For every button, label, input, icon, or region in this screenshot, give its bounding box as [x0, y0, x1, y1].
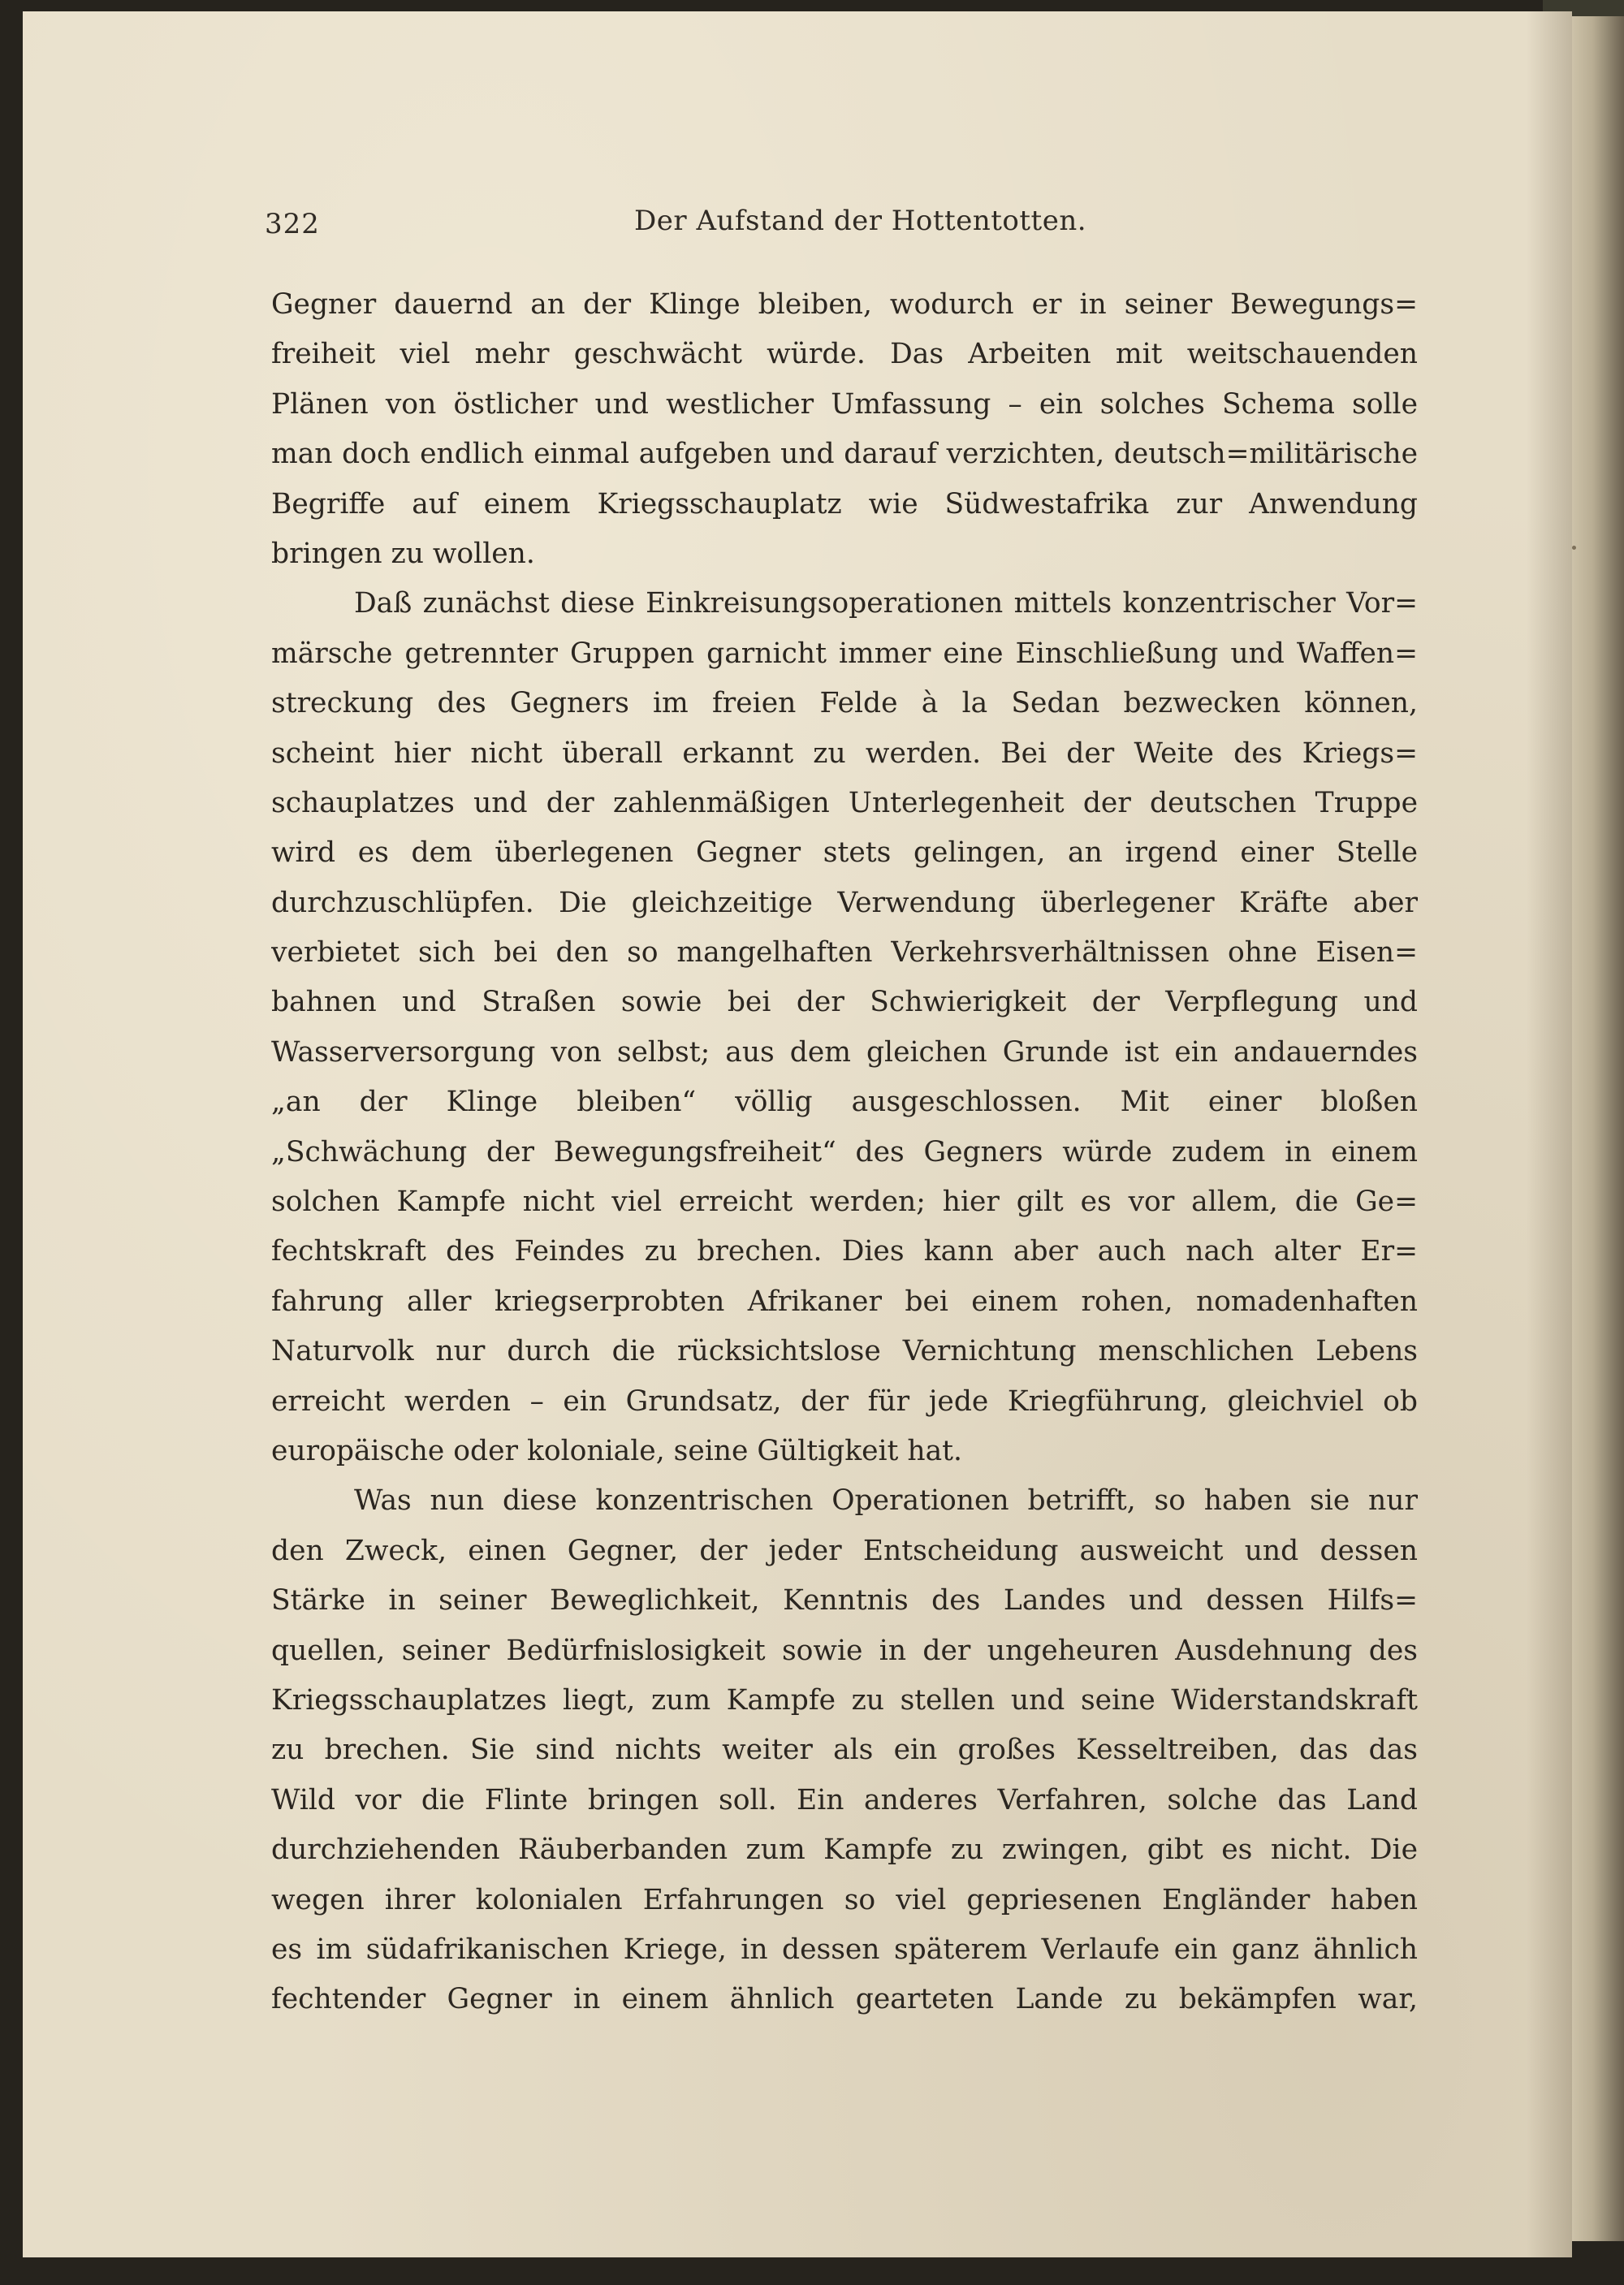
text-line: verbietet sich bei den so mangelhaften Verkehrsverhältnissen ohne Eisen=: [271, 936, 1418, 970]
text-line: Naturvolk nur durch die rücksichtslose Vernichtung menschlichen Lebens: [271, 1335, 1418, 1368]
text-line: europäische oder koloniale, seine Gültigkeit hat.: [271, 1434, 962, 1467]
body-text: [271, 280, 1418, 2025]
text-line: scheint hier nicht überall erkannt zu werden. Bei der Weite des Kriegs=: [271, 736, 1418, 770]
text-line: erreicht werden – ein Grundsatz, der für jede Kriegführung, gleichviel ob: [271, 1384, 1418, 1418]
text-line: Plänen von östlicher und westlicher Umfassung – ein solches Schema solle: [271, 387, 1418, 421]
text-line: streckung des Gegners im freien Felde à la Sedan bezwecken können,: [271, 687, 1418, 720]
text-line: fechtskraft des Feindes zu brechen. Dies kann aber auch nach alter Er=: [271, 1235, 1418, 1268]
text-line: wird es dem überlegenen Gegner stets gelingen, an irgend einer Stelle: [271, 836, 1418, 870]
text-line: zu brechen. Sie sind nichts weiter als ein großes Kesseltreiben, das das: [271, 1734, 1418, 1767]
text-line: Kriegsschauplatzes liegt, zum Kampfe zu stellen und seine Widerstandskraft: [271, 1683, 1418, 1717]
text-line: den Zweck, einen Gegner, der jeder Entscheidung ausweicht und dessen: [271, 1534, 1418, 1567]
text-line: „an der Klinge bleiben“ völlig ausgeschlossen. Mit einer bloßen: [271, 1086, 1418, 1119]
text-line: schauplatzes und der zahlenmäßigen Unterlegenheit der deutschen Truppe: [271, 786, 1418, 819]
text-line: man doch endlich einmal aufgeben und darauf verzichten, deutsch=militärische: [271, 438, 1418, 471]
text-line: Begriffe auf einem Kriegsschauplatz wie Südwestafrika zur Anwendung: [271, 487, 1418, 520]
page-header: [265, 205, 1442, 245]
page-shadow: [1527, 11, 1572, 2257]
text-line: durchzuschlüpfen. Die gleichzeitige Verwendung überlegener Kräfte aber: [271, 886, 1418, 919]
page-number: 322: [265, 208, 320, 240]
text-line: Gegner dauernd an der Klinge bleiben, wodurch er in seiner Bewegungs=: [271, 288, 1418, 321]
text-line: wegen ihrer kolonialen Erfahrungen so viel gepriesenen Engländer haben: [271, 1883, 1418, 1916]
text-line: solchen Kampfe nicht viel erreicht werden; hier gilt es vor allem, die Ge=: [271, 1186, 1418, 1219]
text-line: Was nun diese konzentrischen Operationen betrifft, so haben sie nur: [354, 1484, 1418, 1518]
text-line: märsche getrennter Gruppen garnicht immer eine Einschließung und Waffen=: [271, 637, 1418, 670]
text-line: fahrung aller kriegserprobten Afrikaner bei einem rohen, nomadenhaften: [271, 1285, 1418, 1318]
text-line: fechtender Gegner in einem ähnlich gearteten Lande zu bekämpfen war,: [271, 1983, 1418, 2016]
text-line: freiheit viel mehr geschwächt würde. Das Arbeiten mit weitschauenden: [271, 338, 1418, 371]
running-title: Der Aufstand der Hottentotten.: [634, 205, 1087, 237]
text-line: bahnen und Straßen sowie bei der Schwierigkeit der Verpflegung und: [271, 986, 1418, 1019]
page-stack-edge: [1572, 16, 1624, 2241]
text-line: durchziehenden Räuberbanden zum Kampfe zu zwingen, gibt es nicht. Die: [271, 1834, 1418, 1867]
text-line: Wasserversorgung von selbst; aus dem gleichen Grunde ist ein andauerndes: [271, 1035, 1418, 1069]
paper-speck: [1572, 546, 1576, 550]
text-line: Wild vor die Flinte bringen soll. Ein anderes Verfahren, solche das Land: [271, 1783, 1418, 1816]
text-line: Stärke in seiner Beweglichkeit, Kenntnis des Landes und dessen Hilfs=: [271, 1584, 1418, 1618]
text-line: Daß zunächst diese Einkreisungsoperationen mittels konzentrischer Vor=: [354, 587, 1418, 620]
text-line: quellen, seiner Bedürfnislosigkeit sowie in der ungeheuren Ausdehnung des: [271, 1634, 1418, 1667]
text-line: bringen zu wollen.: [271, 537, 535, 570]
text-line: „Schwächung der Bewegungsfreiheit“ des Gegners würde zudem in einem: [271, 1135, 1418, 1168]
text-line: es im südafrikanischen Kriege, in dessen späterem Verlaufe ein ganz ähnlich: [271, 1933, 1418, 1966]
